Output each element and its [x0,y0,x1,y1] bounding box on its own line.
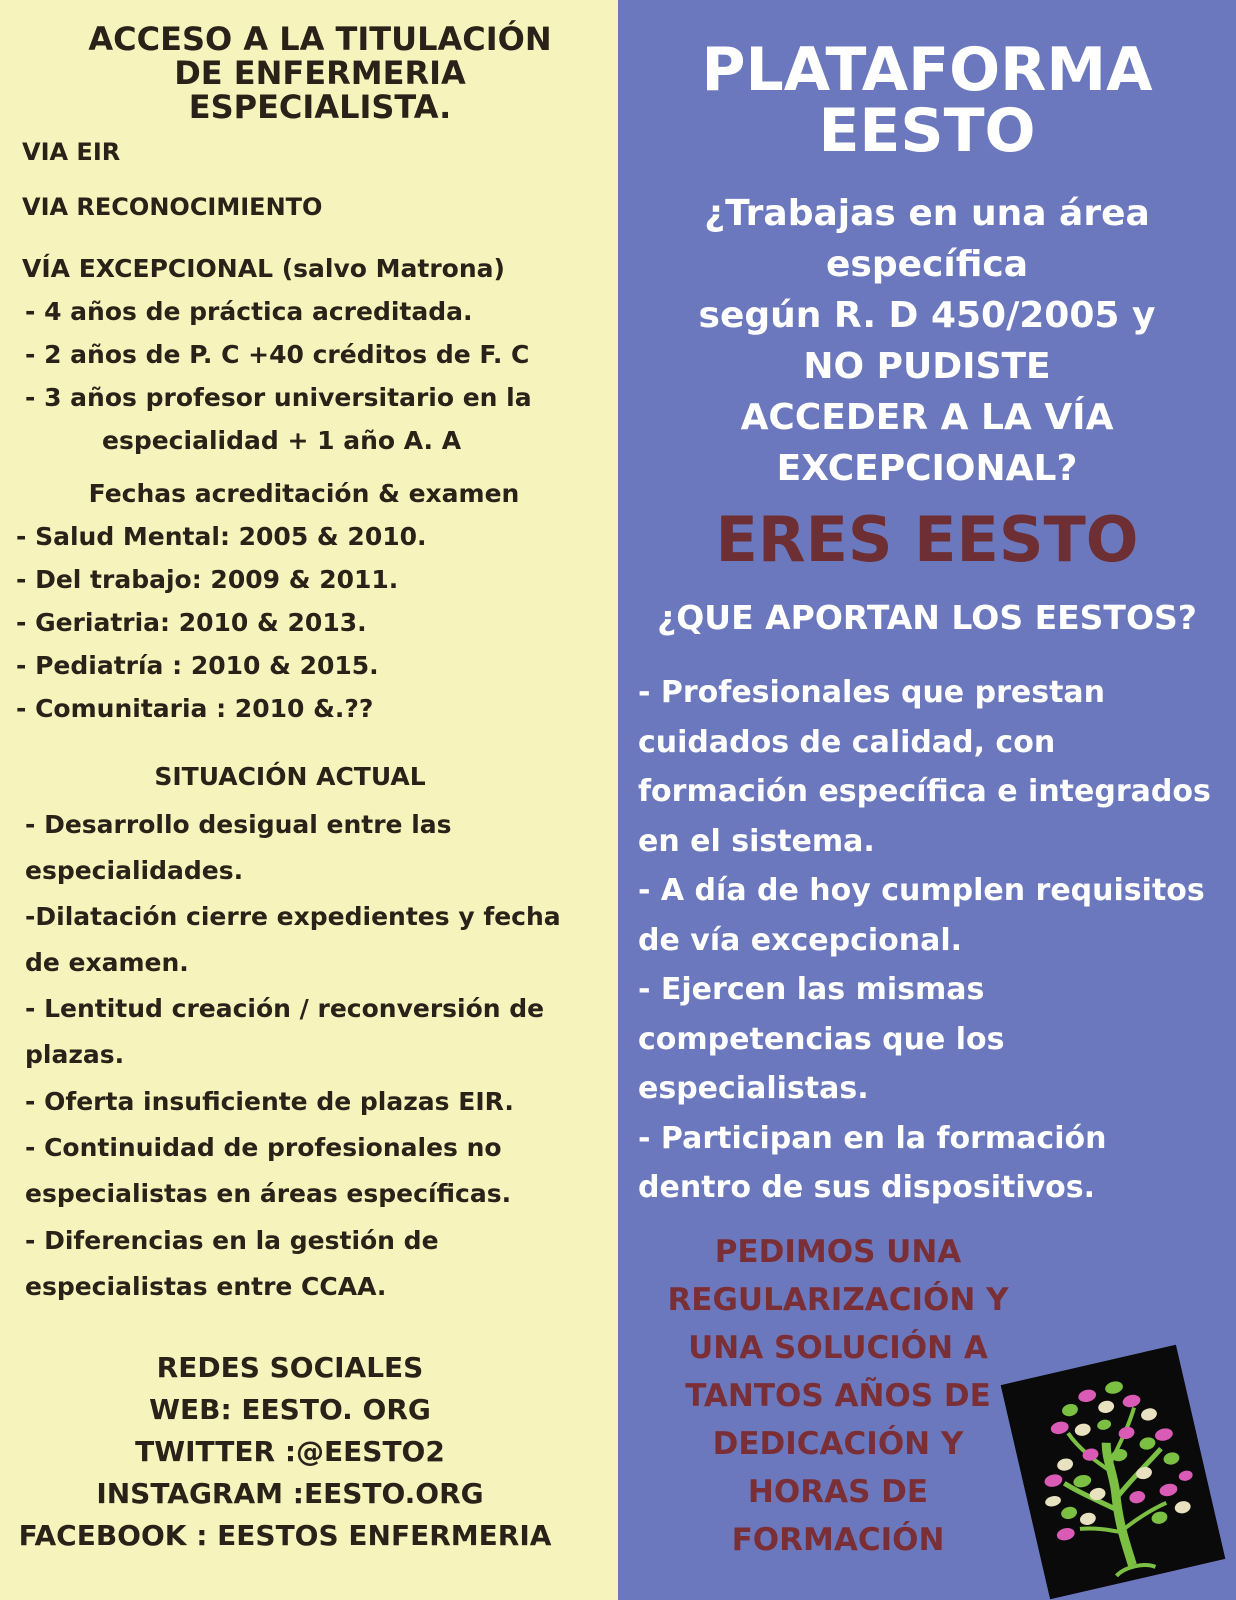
pedimos-line: PEDIMOS UNA [714,1234,962,1270]
right-title-line: EESTO [818,96,1036,166]
pedimos-line: HORAS DE [747,1474,929,1510]
fechas-item: - Salud Mental: 2005 & 2010. [16,522,427,551]
left-title [40,22,600,124]
situacion-line: - Oferta insuficiente de plazas EIR. [25,1087,514,1116]
via-eir: VIA EIR [22,138,121,166]
excepcional-item: - 2 años de P. C +40 créditos de F. C [25,340,530,369]
pedimos-line: TANTOS AÑOS DE [685,1378,991,1414]
social-web: WEB: EESTO. ORG [149,1393,431,1426]
excepcional-item: - 3 años profesor universitario en la [25,383,532,412]
question-line: ¿Trabajas en una área [704,193,1150,234]
eres-eesto-heading: ERES EESTO [715,503,1139,576]
left-title-line: ACCESO A LA TITULACIÓN [88,20,552,58]
social-facebook: FACEBOOK : EESTOS ENFERMERIA [18,1519,552,1552]
fechas-item: - Del trabajo: 2009 & 2011. [16,565,399,594]
fechas-item: - Pediatría : 2010 & 2015. [16,651,379,680]
social-title: REDES SOCIALES [156,1351,424,1384]
via-excepcional: VÍA EXCEPCIONAL (salvo Matrona) [22,254,505,283]
aportan-list [638,668,1228,1213]
question-block [618,188,1236,494]
question-line: según R. D 450/2005 y [698,295,1156,336]
social-twitter: TWITTER :@EESTO2 [135,1435,445,1468]
excepcional-item: especialidad + 1 año A. A [102,426,462,455]
situacion-line: especialistas en áreas específicas. [25,1179,512,1208]
situacion-line: de examen. [25,948,189,977]
pedimos-line: FORMACIÓN [731,1522,945,1558]
situacion-line: plazas. [25,1040,125,1069]
pedimos-line: REGULARIZACIÓN Y [667,1282,1009,1318]
question-line: ACCEDER A LA VÍA [740,397,1114,438]
fechas-item: - Geriatria: 2010 & 2013. [16,608,367,637]
aportan-item: - Ejercen las mismas competencias que los especialistas. [638,972,1005,1106]
aportan-item: - A día de hoy cumplen requisitos de vía excepcional. [638,873,1205,958]
situacion-line: especialistas entre CCAA. [25,1272,387,1301]
pedimos-line: DEDICACIÓN Y [712,1426,964,1462]
question-line: NO PUDISTE [803,346,1051,387]
question-line: EXCEPCIONAL? [776,448,1078,489]
pedimos-block [618,1228,1058,1564]
situacion-line: - Desarrollo desigual entre las [25,810,452,839]
question-line: específica [825,244,1029,285]
social-instagram: INSTAGRAM :EESTO.ORG [96,1477,484,1510]
situacion-line: -Dilatación cierre expedientes y fecha [25,902,561,931]
aportan-item: - Profesionales que prestan cuidados de calidad, con formación específica e integrados en el sistema. [638,675,1211,859]
fechas-item: - Comunitaria : 2010 &.?? [16,694,374,723]
aportan-item: - Participan en la formación dentro de sus dispositivos. [638,1120,1107,1205]
pedimos-line: UNA SOLUCIÓN A [688,1330,988,1366]
right-title-line: PLATAFORMA [701,35,1153,105]
via-reconocimiento: VIA RECONOCIMIENTO [22,193,323,221]
fechas-title: Fechas acreditación & examen [88,479,520,508]
excepcional-item: - 4 años de práctica acreditada. [25,297,473,326]
situacion-line: - Continuidad de profesionales no [25,1133,502,1162]
situacion-title: SITUACIÓN ACTUAL [154,762,426,791]
left-title-line: ESPECIALISTA. [188,88,452,126]
situacion-line: especialidades. [25,856,244,885]
situacion-line: - Diferencias en la gestión de [25,1226,439,1255]
left-title-line: DE ENFERMERIA [174,54,466,92]
situacion-line: - Lentitud creación / reconversión de [25,994,545,1023]
aportan-title: ¿QUE APORTAN LOS EESTOS? [657,598,1197,637]
